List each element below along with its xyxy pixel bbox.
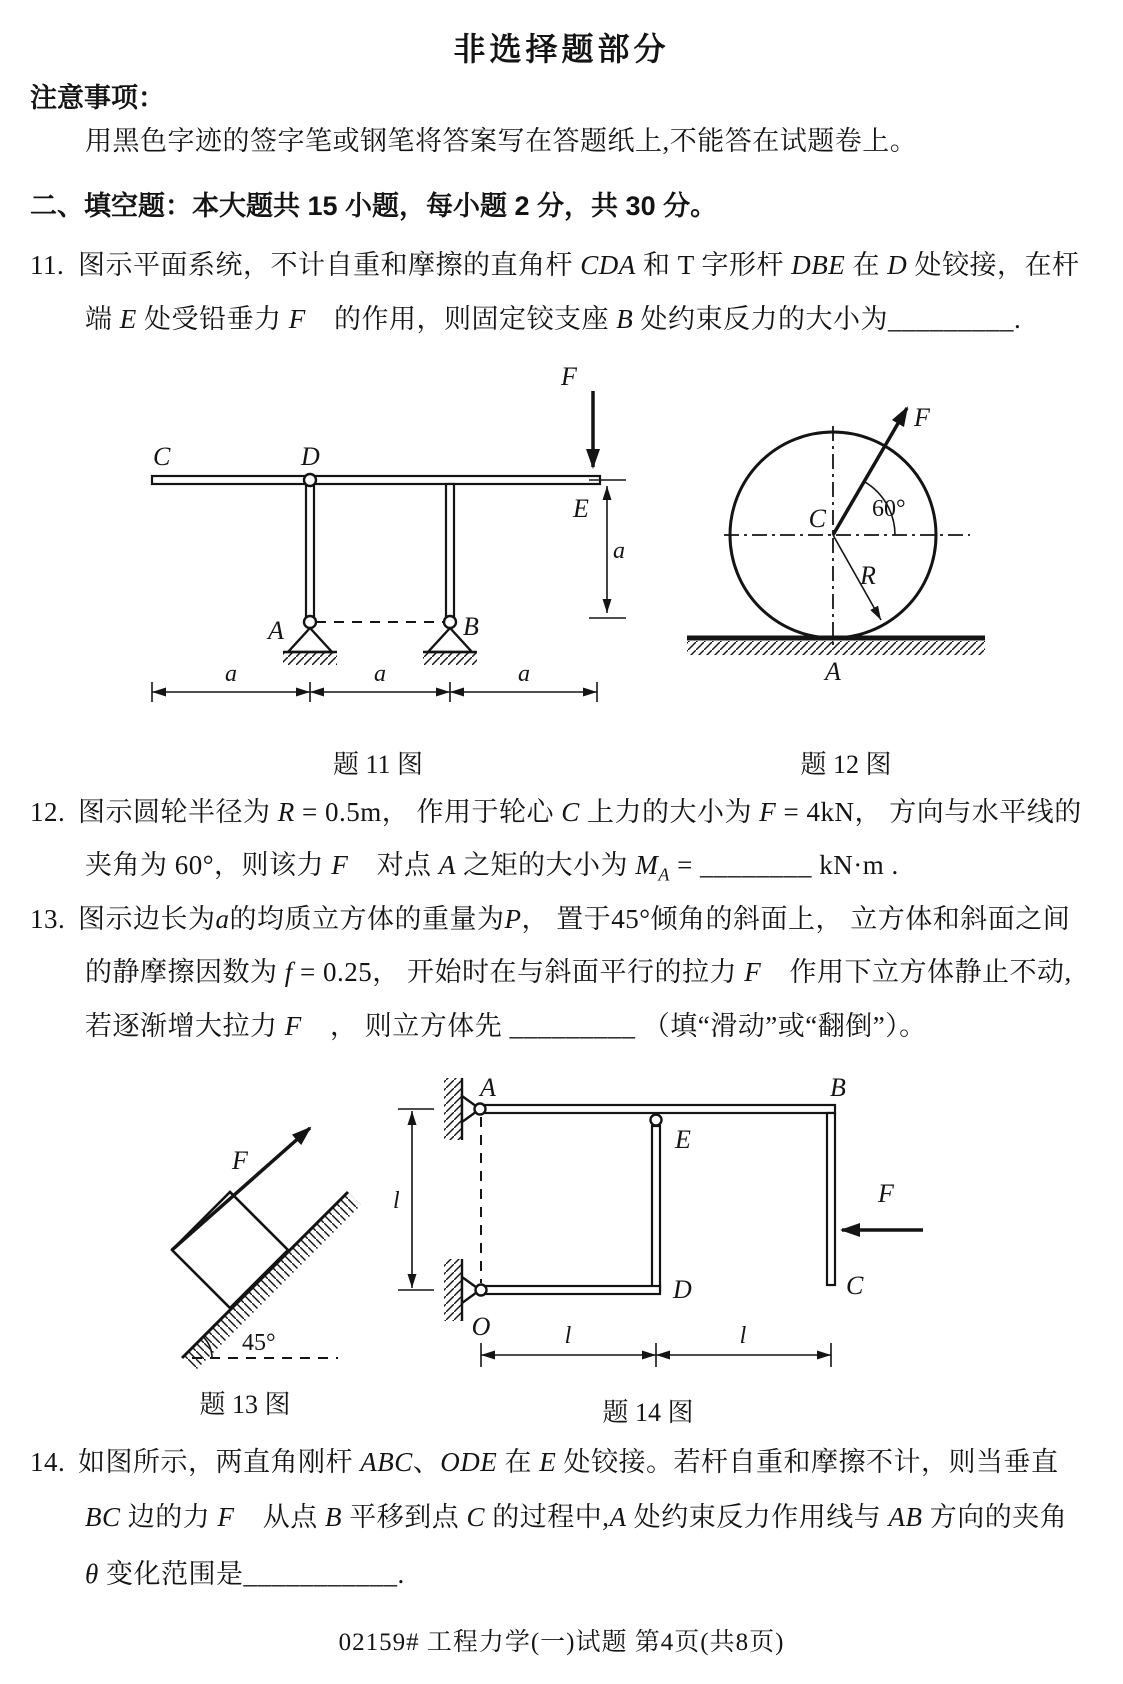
fig14-wall-hatch-A [444,1078,462,1140]
fig14-label-l2: l [739,1323,747,1349]
fig11-bar-CDE [152,476,600,484]
fig11-label-a-vertical: a [613,538,625,564]
page-title: 非选择题部分 [453,31,670,67]
fig12-structure [687,408,985,655]
fig11-label-A: A [268,616,284,645]
fig14-pin-A [475,1104,486,1115]
fig14-hinge-E [651,1115,662,1126]
figure-13-incline-diagram [140,1055,370,1370]
fig14-label-A: A [480,1073,496,1102]
fig14-pin-O [476,1285,487,1296]
figure-14-frame-diagram [390,1040,940,1380]
fig12-label-R: R [860,561,876,590]
fig11-labels [153,362,625,687]
notes-heading: 注意事项： [30,83,165,113]
q14-line1-text: 如图所示，两直角刚杆 ABC、ODE 在 E 处铰接。若杆自重和摩擦不计，则当垂直 [78,1447,1059,1477]
fig14-bar-BC [827,1113,835,1285]
fig11-label-C: C [153,442,171,471]
q13-line3 [85,1004,927,1043]
q14-line3 [85,1552,405,1591]
q14-line2 [85,1495,1067,1534]
fig11-pin-B [444,616,456,628]
fig11-label-a2: a [374,661,386,687]
fig12-caption: 题 12 图 [800,750,892,779]
fig11-label-a3: a [518,661,530,687]
fig14-label-F: F⃗ [878,1179,915,1208]
q12-line1 [30,790,1082,829]
q14-line3-text: θ 变化范围是___________. [85,1559,405,1589]
fig14-bar-OD [483,1286,660,1294]
fig13-label-angle: 45° [242,1330,276,1356]
q13-line1-text: 图示边长为a的均质立方体的重量为P， 置于45°倾角的斜面上， 立方体和斜面之间 [78,904,1071,934]
fig11-label-F: F⃗ [561,362,598,391]
fig14-label-B: B [830,1073,846,1102]
page-footer: 02159# 工程力学(一)试题 第4页(共8页) [338,1629,785,1656]
fig11-ground-hatch-B [423,652,477,665]
fig14-dimensions [398,1109,831,1367]
q12-line2 [85,843,899,885]
figure-12-wheel-diagram [640,330,1000,695]
fig14-label-D: D [673,1275,692,1304]
fig12-label-A: A [825,657,841,686]
fig14-label-C: C [846,1271,864,1300]
fig11-dimensions [152,480,626,702]
q12-line2-text: 夹角为 60°，则该力 F⃗ 对点 A 之矩的大小为 $M_A$ = ________ kN·m . [85,850,899,885]
fig14-bar-AB [483,1105,835,1113]
fig11-bar-B-column [446,484,454,622]
q13-line3-text: 若逐渐增大拉力 F⃗ ， 则立方体先 _________ （填“滑动”或“翻倒”）。 [85,1011,927,1041]
q11-number: 11. [30,250,65,280]
fig14-label-O: O [471,1312,491,1341]
fig11-label-D: D [301,442,320,471]
fig12-label-angle: 60° [872,496,906,522]
fig11-hinge-D [304,474,316,486]
fig14-bar-ED [652,1126,660,1290]
fig13-caption: 题 13 图 [199,1390,291,1419]
fig13-label-F: F⃗ [232,1146,269,1175]
fig11-label-B: B [463,612,479,641]
fig14-label-E: E [675,1125,691,1154]
fig11-structure [152,391,600,665]
fig11-support-A [288,628,332,652]
q11-line1 [30,243,1080,282]
q12-line1-text: 图示圆轮半径为 R = 0.5m， 作用于轮心 C 上力的大小为 F = 4kN， 方向与水平线的 [78,797,1082,827]
fig12-ground-hatch [687,641,985,655]
fig14-label-l1: l [564,1323,572,1349]
fig11-label-E: E [573,494,589,523]
q13-number: 13. [30,904,66,934]
fig14-label-l-vertical: l [393,1188,400,1214]
fig11-label-a1: a [225,661,237,687]
q13-line2-text: 的静摩擦因数为 f = 0.25， 开始时在与斜面平行的拉力 F⃗ 作用下立方体静止不动, [85,957,1072,987]
fig12-label-F: F⃗ [914,403,951,432]
fig11-ground-hatch-A [283,652,337,665]
figure-11-frame-diagram [120,345,640,710]
q14-line1 [30,1440,1059,1479]
q12-number: 12. [30,797,66,827]
q11-line2-text: 端 E 处受铅垂力 F⃗ 的作用，则固定铰支座 B 处约束反力的大小为_________. [85,304,1022,334]
section-heading: 二、填空题：本大题共 15 小题，每小题 2 分，共 30 分。 [30,191,718,221]
fig11-pin-A [304,616,316,628]
fig11-bar-DA [306,484,314,622]
q14-number: 14. [30,1447,66,1477]
q14-line2-text: BC 边的力 F⃗ 从点 B 平移到点 C 的过程中,A 处约束反力作用线与 AB 方向的夹角 [85,1502,1068,1532]
fig12-label-C: C [808,504,826,533]
fig14-caption: 题 14 图 [602,1398,694,1427]
q13-line1 [30,897,1070,936]
fig14-wall-hatch-O [444,1259,462,1321]
q11-line1-text: 图示平面系统，不计自重和摩擦的直角杆 CDA 和 T 字形杆 DBE 在 D 处铰接，在杆 [78,250,1080,280]
q13-line2 [85,950,1072,989]
fig11-caption: 题 11 图 [332,750,424,779]
notes-body: 用黑色字迹的签字笔或钢笔将答案写在答题纸上,不能答在试题卷上。 [85,126,918,156]
